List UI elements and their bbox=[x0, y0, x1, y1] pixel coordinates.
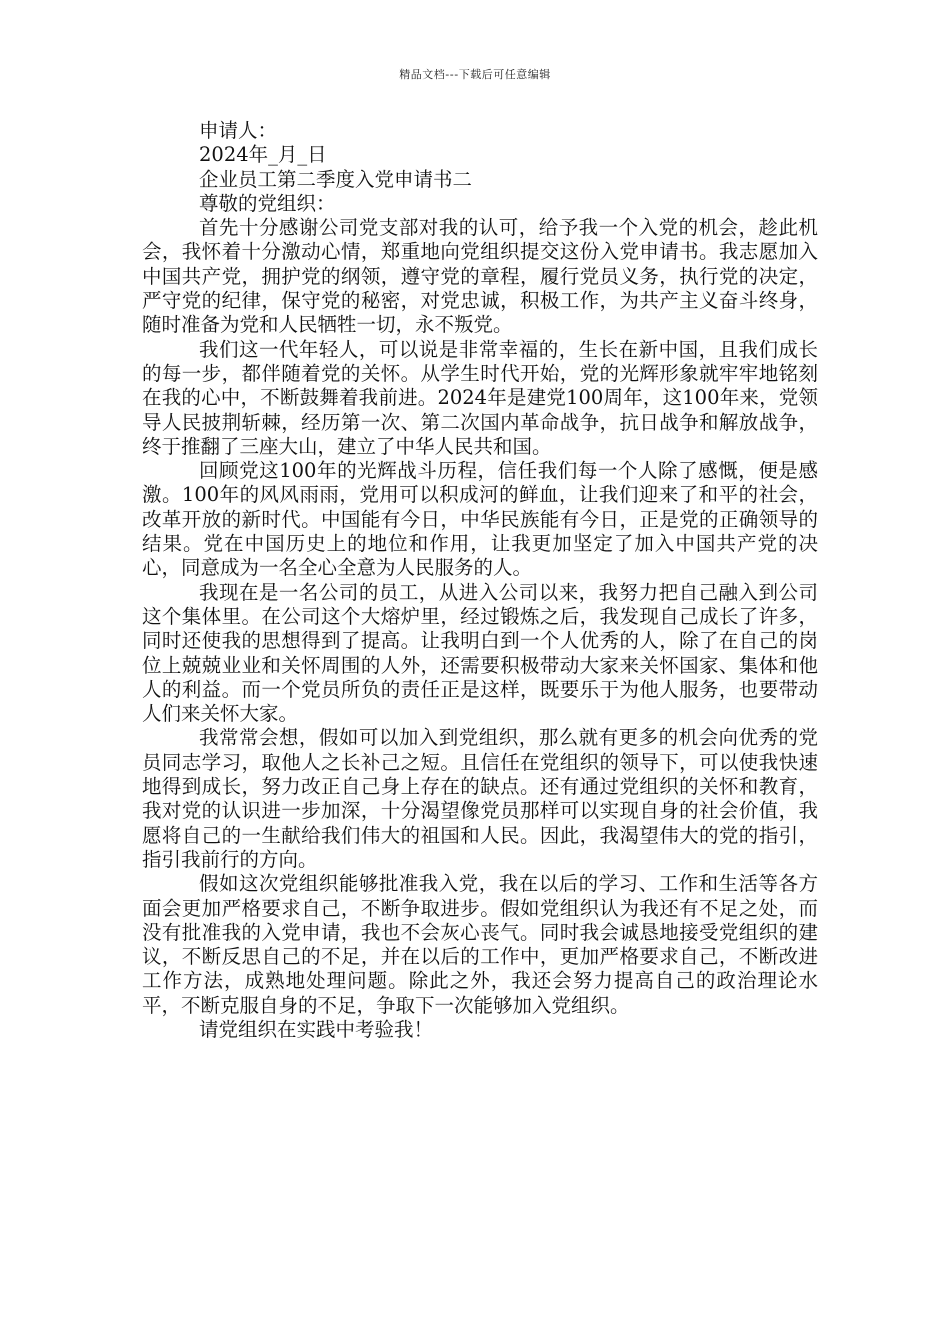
paragraph-4: 我现在是一名公司的员工，从进入公司以来，我努力把自己融入到公司这个集体里。在公司这个大熔炉里，经过锻炼之后，我发现自己成长了许多，同时还使我的思想得到了提高。让我明白到一个人优秀的人，除了在自己的岗位上兢兢业业和关怀周围的人外，还需要积极带动大家来关怀国家、集体和他人的利益。而一个党员所负的责任正是这样，既要乐于为他人服务，也要带动人们来关怀大家。 bbox=[142, 580, 818, 726]
page-header: 精品文档---下载后可任意编辑 bbox=[399, 68, 551, 81]
document-body bbox=[142, 119, 818, 1042]
date-line: 2024年_月_日 bbox=[199, 143, 327, 167]
paragraph-1: 首先十分感谢公司党支部对我的认可，给予我一个入党的机会，趁此机会，我怀着十分激动心情，郑重地向党组织提交这份入党申请书。我志愿加入中国共产党，拥护党的纲领，遵守党的章程，履行党员义务，执行党的决定，严守党的纪律，保守党的秘密，对党忠诚，积极工作，为共产主义奋斗终身，随时准备为党和人民牺牲一切，永不叛党。 bbox=[142, 216, 818, 337]
salutation: 尊敬的党组织： bbox=[199, 191, 336, 215]
document-title: 企业员工第二季度入党申请书二 bbox=[199, 167, 473, 191]
paragraph-5: 我常常会想，假如可以加入到党组织，那么就有更多的机会向优秀的党员同志学习，取他人之长补己之短。且信任在党组织的领导下，可以使我快速地得到成长，努力改正自己身上存在的缺点。还有通过党组织的关怀和教育，我对党的认识进一步加深，十分渴望像党员那样可以实现自身的社会价值，我愿将自己的一生献给我们伟大的祖国和人民。因此，我渴望伟大的党的指引，指引我前行的方向。 bbox=[142, 726, 818, 871]
paragraph-6: 假如这次党组织能够批准我入党，我在以后的学习、工作和生活等各方面会更加严格要求自己，不断争取进步。假如党组织认为我还有不足之处，而没有批准我的入党申请，我也不会灰心丧气。同时我会诚恳地接受党组织的建议，不断反思自己的不足，并在以后的工作中，更加严格要求自己，不断改进工作方法，成熟地处理问题。除此之外，我还会努力提高自己的政治理论水平，不断克服自身的不足，争取下一次能够加入党组织。 bbox=[142, 872, 818, 1017]
closing-line: 请党组织在实践中考验我！ bbox=[199, 1017, 434, 1041]
paragraph-2: 我们这一代年轻人，可以说是非常幸福的，生长在新中国，且我们成长的每一步，都伴随着党的关怀。从学生时代开始，党的光辉形象就牢牢地铭刻在我的心中，不断鼓舞着我前进。2024年是建党100周年，这100年来，党领导人民披荆斩棘，经历第一次、第二次国内革命战争，抗日战争和解放战争，终于推翻了三座大山，建立了中华人民共和国。 bbox=[142, 337, 818, 458]
applicant-label: 申请人： bbox=[199, 119, 278, 142]
paragraph-3: 回顾党这100年的光辉战斗历程，信任我们每一个人除了感慨，便是感激。100年的风风雨雨，党用可以积成河的鲜血，让我们迎来了和平的社会，改革开放的新时代。中国能有今日，中华民族能有今日，正是党的正确领导的结果。党在中国历史上的地位和作用，让我更加坚定了加入中国共产党的决心，同意成为一名全心全意为人民服务的人。 bbox=[142, 459, 818, 580]
